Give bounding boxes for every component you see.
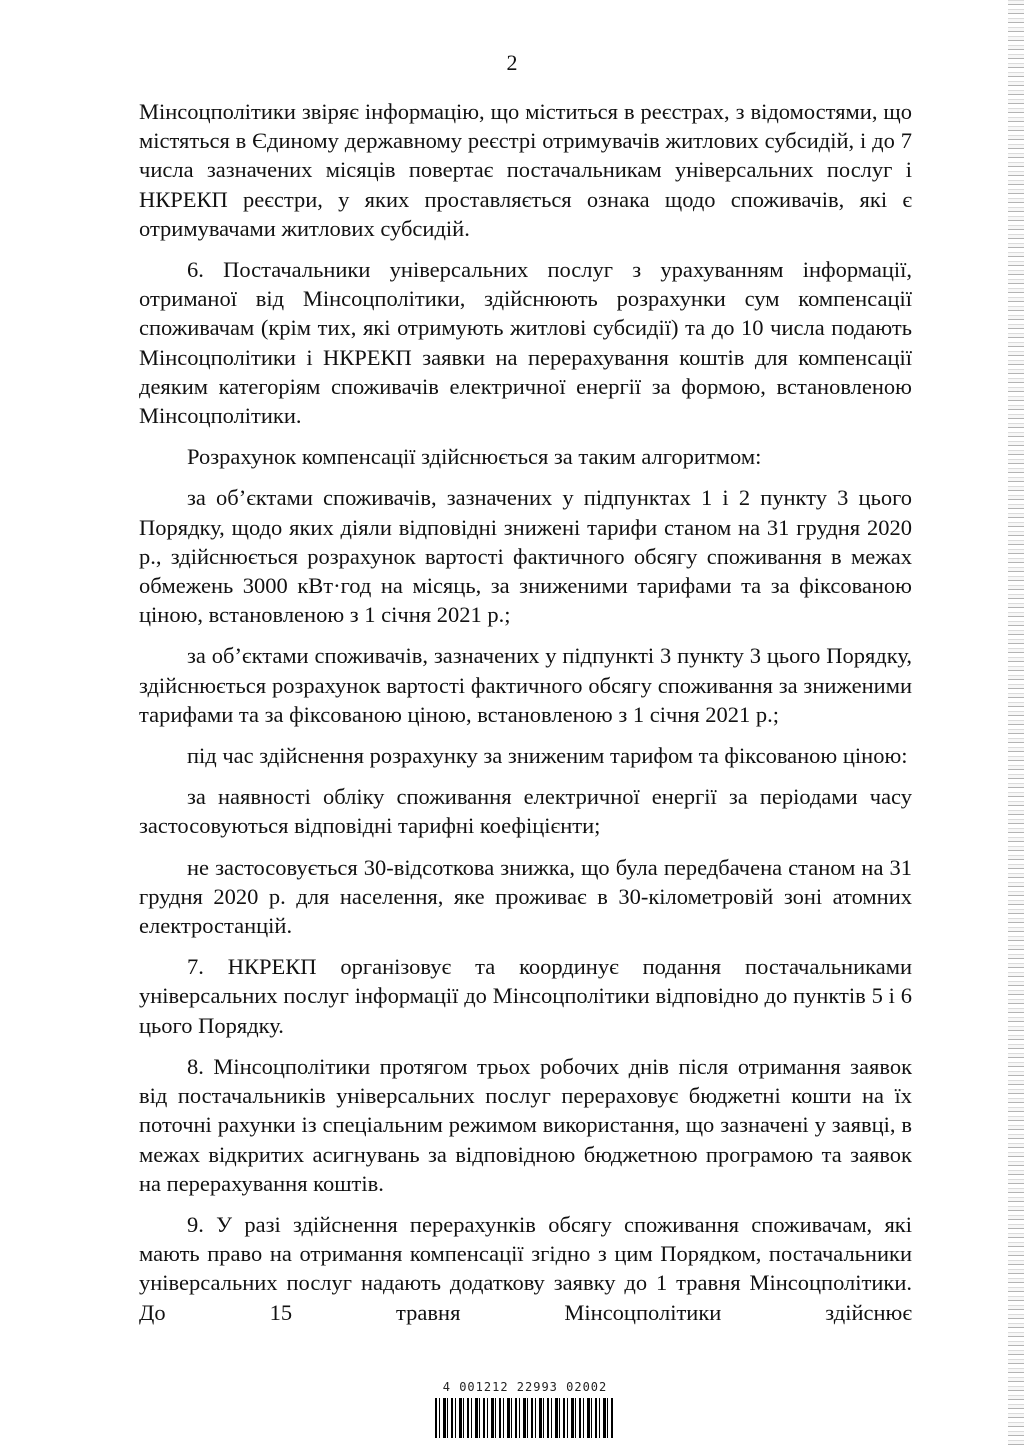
- page-number: 2: [506, 50, 518, 75]
- paragraph-4: за об’єктами споживачів, зазначених у підпунктах 1 і 2 пункту 3 цього Порядку, щодо яких діяли відповідні знижені тарифи станом на 31 грудня 2020 р., здійснюється розрахунок вартості фактичного обсягу споживання в межах обмежень 3000 кВт·год на місяць, за зниженими тарифами та за фіксованою ціною, встановленою з 1 січня 2021 р.;: [139, 485, 912, 628]
- paragraph-9: 7. НКРЕКП організовує та координує подання постачальниками універсальних послуг інформації до Мінсоцполітики відповідно до пунктів 5 і 6 цього Порядку.: [139, 954, 912, 1038]
- paragraph-7: за наявності обліку споживання електричної енергії за періодами часу застосовуються відповідні тарифні коефіцієнти;: [139, 784, 912, 839]
- paragraph-11: 9. У разі здійснення перерахунків обсягу споживання споживачам, які мають право на отримання компенсації згідно з цим Порядком, постачальники універсальних послуг надають додаткову заявку до 1 травня Мінсоцполітики. До 15 травня Мінсоцполітики здійснює: [139, 1211, 912, 1325]
- paragraph-10: 8. Мінсоцполітики протягом трьох робочих днів після отримання заявок від постачальників універсальних послуг перераховує бюджетні кошти на їх поточні рахунки із спеціальним режимом використання, що зазначені у заявці, в межах відкритих асигнувань за відповідною бюджетною програмою та заявок на перерахування коштів.: [139, 1053, 912, 1196]
- paragraph-8: не застосовується 30-відсоткова знижка, що була передбачена станом на 31 грудня 2020 р. для населення, яке проживає в 30-кілометровій зоні атомних електростанцій.: [139, 854, 912, 939]
- paragraph-3: Розрахунок компенсації здійснюється за таким алгоритмом:: [187, 444, 762, 470]
- document-stamp: [420, 1380, 630, 1438]
- paragraph-6: під час здійснення розрахунку за зниженим тарифом та фіксованою ціною:: [187, 743, 908, 769]
- paragraph-2: 6. Постачальники універсальних послуг з урахуванням інформації, отриманої від Мінсоцполітики, здійснюють розрахунки сум компенсації споживачам (крім тих, які отримують житлові субсидії) та до 10 числа подають Мінсоцполітики і НКРЕКП заявки на перерахування коштів для компенсації деяким категоріям споживачів електричної енергії за формою, встановленою Мінсоцполітики.: [139, 257, 912, 429]
- barcode-number: 4 001212 22993 02002: [442, 1380, 608, 1394]
- paragraph-1: Мінсоцполітики звіряє інформацію, що міститься в реєстрах, з відомостями, що містяться в Єдиному державному реєстрі отримувачів житлових субсидій, і до 7 числа зазначених місяців повертає постачальникам універсальних послуг і НКРЕКП реєстри, у яких проставляється ознака щодо споживачів, які є отримувачами житлових субсидій.: [139, 99, 912, 241]
- document-body: [139, 97, 912, 1327]
- scan-edge-artifact: [1008, 0, 1024, 1449]
- paragraph-5: за об’єктами споживачів, зазначених у підпункті 3 пункту 3 цього Порядку, здійснюється розрахунок вартості фактичного обсягу споживання за зниженими тарифами та за фіксованою ціною, встановленою з 1 січня 2021 р.;: [139, 643, 912, 727]
- barcode-icon: [435, 1398, 615, 1438]
